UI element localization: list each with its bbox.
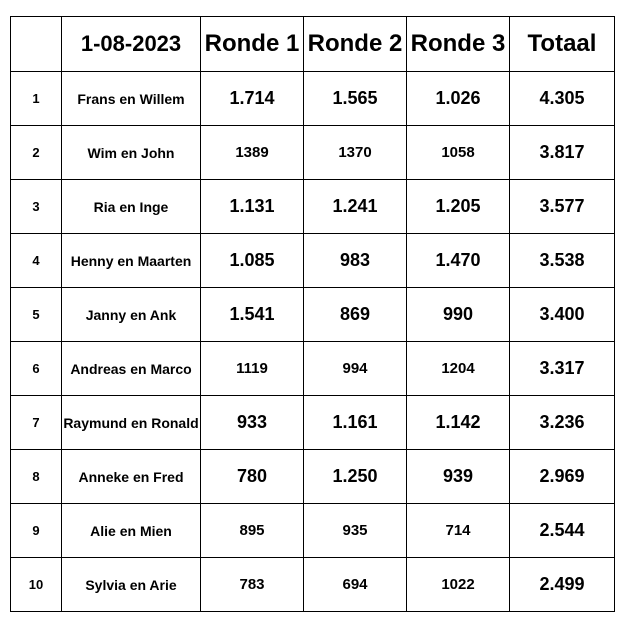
- header-round-2: Ronde 2: [304, 17, 407, 72]
- table-row: [11, 396, 615, 450]
- table-row: [11, 288, 615, 342]
- round-1-score: 780: [201, 450, 304, 504]
- total-score: 3.817: [510, 126, 615, 180]
- round-3-score: 1.142: [407, 396, 510, 450]
- total-score: 3.317: [510, 342, 615, 396]
- round-3-score: 1.205: [407, 180, 510, 234]
- team-name-cell: Frans en Willem: [62, 72, 201, 126]
- total-score: 3.538: [510, 234, 615, 288]
- round-1-score: 895: [201, 504, 304, 558]
- rank-cell: 10: [11, 558, 62, 612]
- header-row: [11, 17, 615, 72]
- round-3-score: 1058: [407, 126, 510, 180]
- round-1-score: 783: [201, 558, 304, 612]
- table-row: [11, 126, 615, 180]
- team-name-cell: Ria en Inge: [62, 180, 201, 234]
- header-blank-cell: [11, 17, 62, 72]
- round-3-score: 939: [407, 450, 510, 504]
- team-name-cell: Raymund en Ronald: [62, 396, 201, 450]
- total-score: 2.499: [510, 558, 615, 612]
- round-2-score: 983: [304, 234, 407, 288]
- round-1-score: 933: [201, 396, 304, 450]
- round-1-score: 1.085: [201, 234, 304, 288]
- round-2-score: 1.250: [304, 450, 407, 504]
- header-date: 1-08-2023: [62, 17, 201, 72]
- header-round-1: Ronde 1: [201, 17, 304, 72]
- round-1-score: 1119: [201, 342, 304, 396]
- table-row: [11, 450, 615, 504]
- table-row: [11, 342, 615, 396]
- round-3-score: 1022: [407, 558, 510, 612]
- rank-cell: 8: [11, 450, 62, 504]
- round-3-score: 990: [407, 288, 510, 342]
- round-2-score: 1370: [304, 126, 407, 180]
- round-3-score: 1.470: [407, 234, 510, 288]
- header-total: Totaal: [510, 17, 615, 72]
- rank-cell: 2: [11, 126, 62, 180]
- table-row: [11, 558, 615, 612]
- total-score: 2.544: [510, 504, 615, 558]
- table-row: [11, 504, 615, 558]
- round-1-score: 1389: [201, 126, 304, 180]
- team-name-cell: Janny en Ank: [62, 288, 201, 342]
- total-score: 4.305: [510, 72, 615, 126]
- team-name-cell: Andreas en Marco: [62, 342, 201, 396]
- rank-cell: 1: [11, 72, 62, 126]
- table-row: [11, 72, 615, 126]
- scores-table: [10, 16, 615, 612]
- team-name-cell: Henny en Maarten: [62, 234, 201, 288]
- round-3-score: 1.026: [407, 72, 510, 126]
- round-2-score: 935: [304, 504, 407, 558]
- rank-cell: 4: [11, 234, 62, 288]
- total-score: 3.236: [510, 396, 615, 450]
- round-1-score: 1.541: [201, 288, 304, 342]
- round-3-score: 1204: [407, 342, 510, 396]
- rank-cell: 7: [11, 396, 62, 450]
- round-1-score: 1.131: [201, 180, 304, 234]
- total-score: 3.400: [510, 288, 615, 342]
- table-row: [11, 234, 615, 288]
- rank-cell: 5: [11, 288, 62, 342]
- table-row: [11, 180, 615, 234]
- round-2-score: 1.565: [304, 72, 407, 126]
- total-score: 3.577: [510, 180, 615, 234]
- team-name-cell: Anneke en Fred: [62, 450, 201, 504]
- team-name-cell: Sylvia en Arie: [62, 558, 201, 612]
- header-round-3: Ronde 3: [407, 17, 510, 72]
- team-name-cell: Alie en Mien: [62, 504, 201, 558]
- round-2-score: 1.241: [304, 180, 407, 234]
- round-2-score: 869: [304, 288, 407, 342]
- round-1-score: 1.714: [201, 72, 304, 126]
- round-2-score: 694: [304, 558, 407, 612]
- round-3-score: 714: [407, 504, 510, 558]
- round-2-score: 1.161: [304, 396, 407, 450]
- team-name-cell: Wim en John: [62, 126, 201, 180]
- round-2-score: 994: [304, 342, 407, 396]
- rank-cell: 3: [11, 180, 62, 234]
- total-score: 2.969: [510, 450, 615, 504]
- rank-cell: 9: [11, 504, 62, 558]
- rank-cell: 6: [11, 342, 62, 396]
